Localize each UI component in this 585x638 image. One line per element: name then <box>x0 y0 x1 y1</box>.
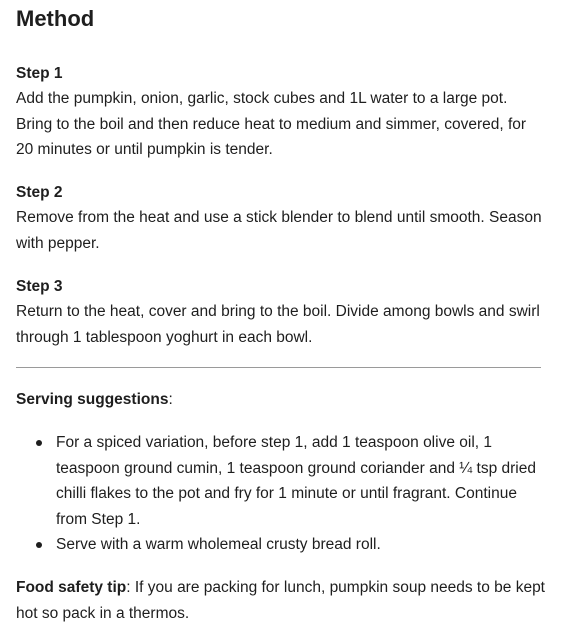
section-divider <box>16 367 541 368</box>
step-2-text: Remove from the heat and use a stick blender to blend until smooth. Season with pepper. <box>16 209 542 252</box>
food-safety-tip <box>16 575 546 626</box>
suggestion-text: For a spiced variation, before step 1, add 1 teaspoon olive oil, 1 teaspoon ground cumin, 1 teaspoon ground coriander and ¼ tsp dried chilli flakes to the pot and fry for 1 minute or until fragrant. Continue from Step 1. <box>56 434 536 528</box>
list-item <box>56 430 536 532</box>
serving-suggestions-label: Serving suggestions <box>16 391 169 408</box>
food-safety-tip-label: Food safety tip <box>16 579 127 596</box>
bullet-icon <box>36 440 42 446</box>
list-item <box>56 532 536 558</box>
serving-suggestions-list <box>16 430 536 558</box>
serving-suggestions-colon: : <box>168 391 173 408</box>
step-1-text: Add the pumpkin, onion, garlic, stock cubes and 1L water to a large pot. Bring to the boil and then reduce heat to medium and simmer, covered, for 20 minutes or until pumpkin is tender. <box>16 90 527 158</box>
bullet-icon <box>36 542 42 548</box>
step-3 <box>16 275 546 350</box>
step-2-title: Step 2 <box>16 184 63 201</box>
step-3-title: Step 3 <box>16 278 63 295</box>
step-1-title: Step 1 <box>16 65 63 82</box>
step-3-text: Return to the heat, cover and bring to the boil. Divide among bowls and swirl through 1 tablespoon yoghurt in each bowl. <box>16 303 540 346</box>
food-safety-tip-text: : If you are packing for lunch, pumpkin soup needs to be kept hot so pack in a thermos. <box>16 579 545 622</box>
suggestion-text: Serve with a warm wholemeal crusty bread roll. <box>56 536 381 553</box>
method-heading: Method <box>16 6 95 31</box>
serving-suggestions-heading <box>16 388 173 412</box>
step-2 <box>16 181 546 256</box>
step-1 <box>16 62 546 163</box>
